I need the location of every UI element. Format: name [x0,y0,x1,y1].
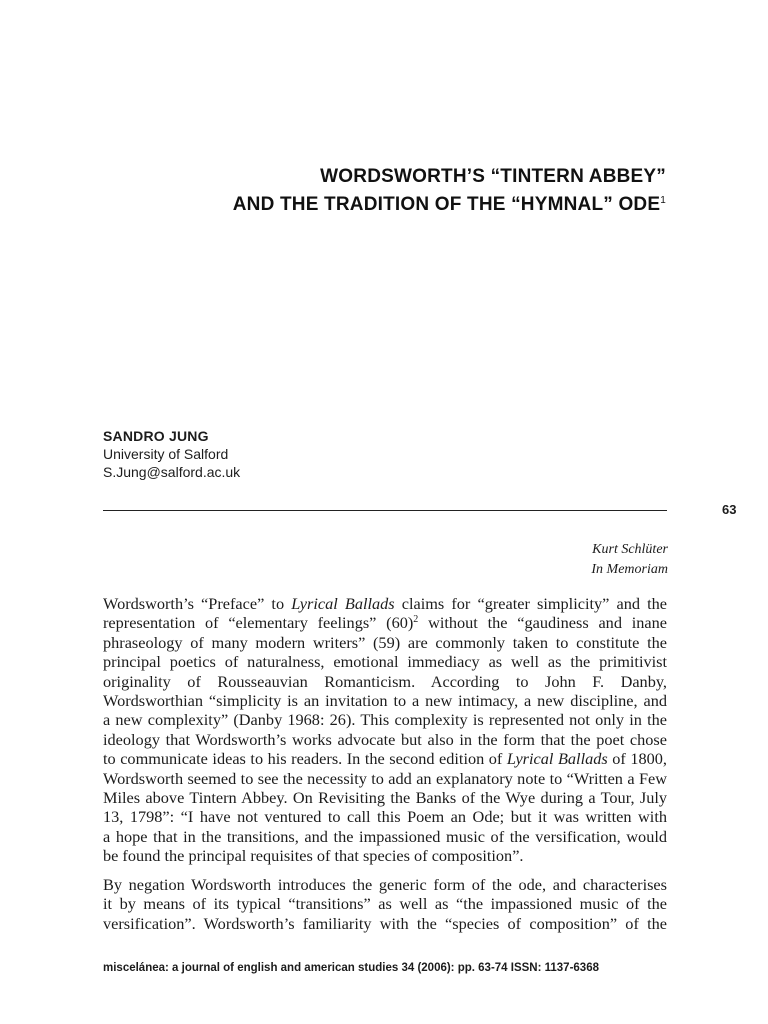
text-segment: By negation Wordsworth introduces the generic form of the ode, and characterises [103,875,667,894]
text-segment: a hope that in the transitions, and the impassioned music of the versification, would [103,826,667,846]
body-paragraph-1 [103,594,667,866]
title-footnote-marker[interactable]: 1 [660,195,666,206]
title-line-2 [100,189,666,217]
text-segment: to communicate ideas to his readers. In the second edition of [103,749,507,769]
text-segment: Wordsworth’s “Preface” to [103,594,292,613]
text-segment: be found the principal requisites of that species of composition”. [103,846,524,866]
italic-title: Lyrical Ballads [291,594,395,613]
text-line [103,613,667,632]
text-segment: claims for “greater simplicity” and the [394,594,667,613]
italic-title: Lyrical Ballads [506,749,608,769]
text-line [103,914,667,933]
text-line [103,875,667,894]
text-segment: 13, 1798”: “I have not ventured to call this Poem an Ode; but it was written with [103,807,667,827]
text-line [103,710,667,729]
dedication [591,540,668,580]
author-block [103,427,240,481]
journal-footer: miscelánea: a journal of english and american studies 34 (2006): pp. 63-74 ISSN: 1137-6368 [103,962,599,974]
page-number: 63 [722,502,737,517]
dedication-subtitle: In Memoriam [591,562,668,577]
text-line [103,672,667,691]
text-line [103,894,667,913]
text-segment: a new complexity” (Danby 1968: 26). This complexity is represented not only in the [103,710,667,730]
header-rule [103,510,667,511]
author-name: SANDRO JUNG [103,428,209,444]
text-segment: Wordsworth seemed to see the necessity to add an explanatory note to “Written a Few [103,768,667,788]
article-title [100,165,666,217]
text-segment: of 1800, [607,749,667,769]
title-line-1: WORDSWORTH’S “TINTERN ABBEY” [320,166,666,187]
body-paragraph-2 [103,875,667,933]
text-segment: Wordsworthian “simplicity is an invitation to a new intimacy, a new discipline, and [103,691,667,711]
text-segment: representation of “elementary feelings” (60) [103,613,414,633]
text-segment: without the “gaudiness and inane [418,613,667,633]
text-line [103,827,667,846]
text-line [103,730,667,749]
title-line-2-text: AND THE TRADITION OF THE “HYMNAL” ODE [232,194,661,215]
text-segment: phraseology of many modern writers” (59) are commonly taken to constitute the [103,632,667,652]
author-affiliation: University of Salford [103,446,229,462]
text-segment: versification”. Wordsworth’s familiarity with the “species of composition” of the [103,913,667,933]
text-line [103,652,667,671]
text-line [103,594,667,613]
text-line [103,788,667,807]
text-segment: it by means of its typical “transitions” as well as “the impassioned music of the [103,894,667,914]
text-line [103,846,667,865]
footnote-marker[interactable]: 2 [413,614,419,626]
text-line [103,633,667,652]
text-segment: originality of Rousseauvian Romanticism. According to John F. Danby, [103,671,667,691]
text-line [103,807,667,826]
text-segment: ideology that Wordsworth’s works advocate but also in the form that the poet chose [103,729,667,749]
text-line [103,749,667,768]
text-segment: Miles above Tintern Abbey. On Revisiting the Banks of the Wye during a Tour, July [103,788,667,808]
author-email[interactable]: S.Jung@salford.ac.uk [103,464,241,480]
text-segment: principal poetics of naturalness, emotional immediacy as well as the primitivist [103,652,667,672]
text-line [103,691,667,710]
text-line [103,769,667,788]
dedication-name: Kurt Schlüter [592,542,668,557]
